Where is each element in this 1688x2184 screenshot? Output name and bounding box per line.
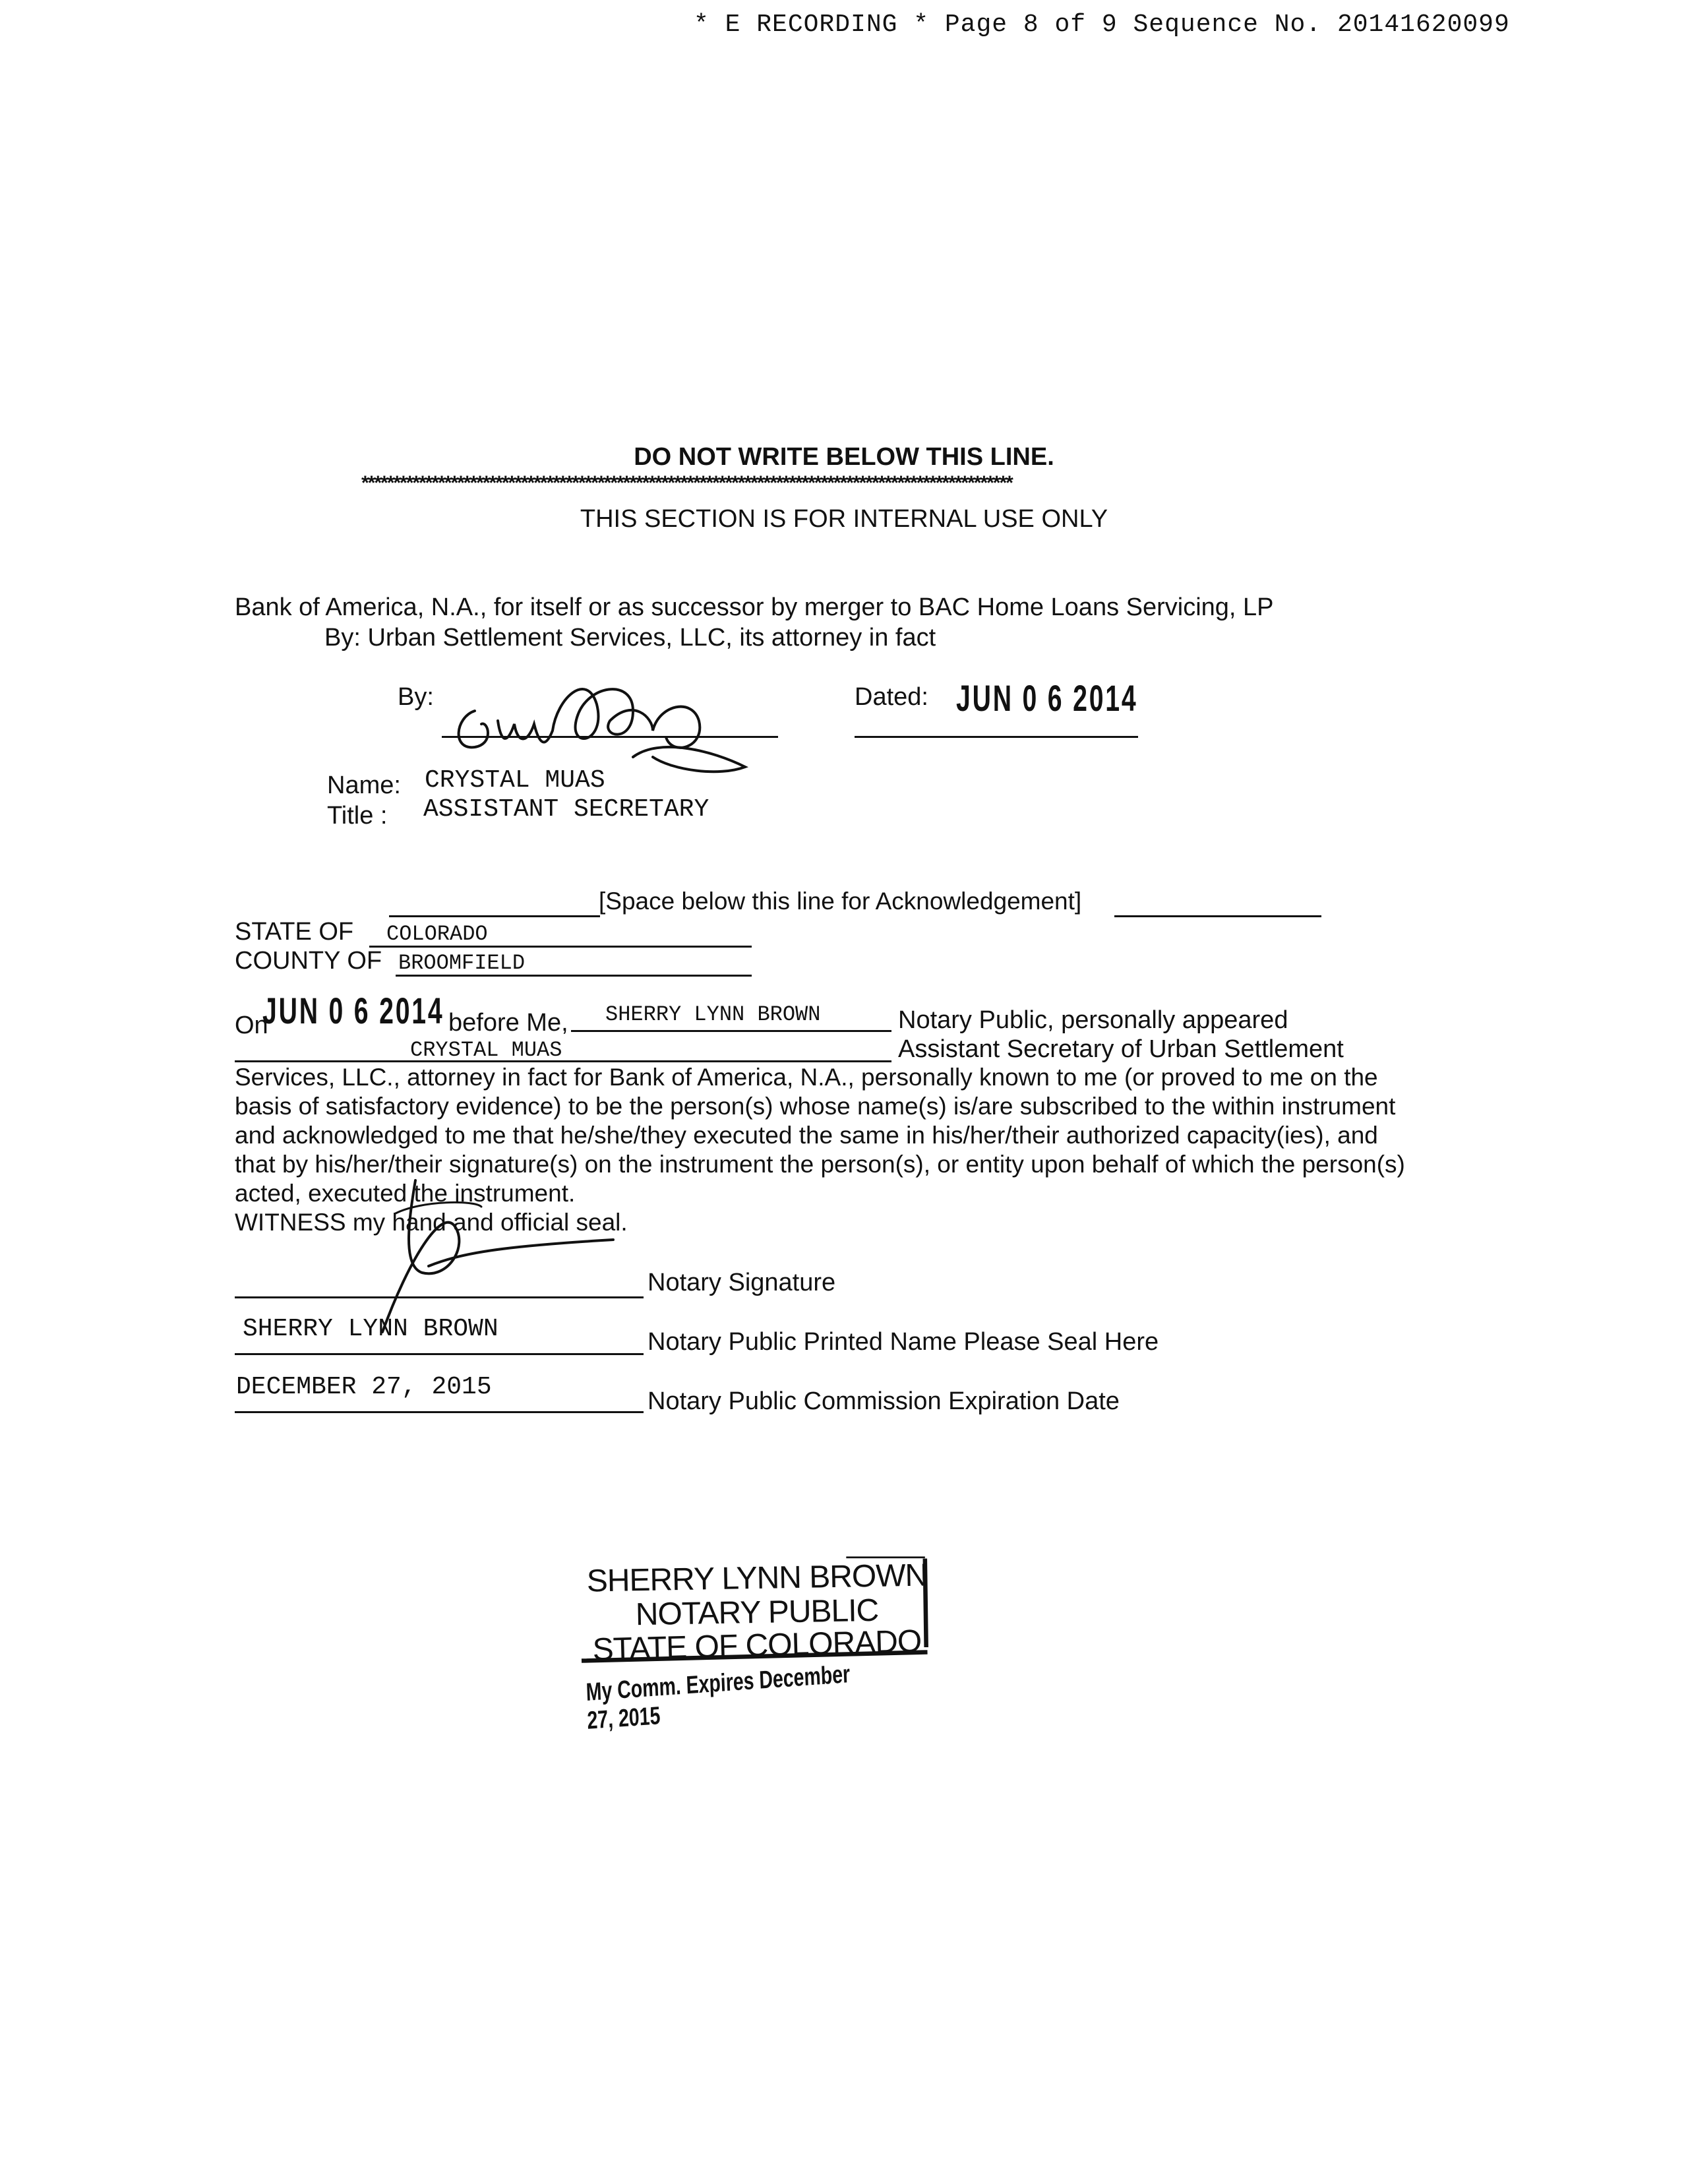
- asterisk-divider: ******************************************************************************************************: [361, 472, 1012, 494]
- do-not-write-heading: DO NOT WRITE BELOW THIS LINE.: [634, 443, 1054, 471]
- county-line: [396, 975, 752, 977]
- ack-line-left: [389, 915, 600, 917]
- printed-name-label: Notary Public Printed Name Please Seal Here: [648, 1328, 1159, 1356]
- notary-signature-line: [235, 1296, 644, 1298]
- appeared-name-line: [235, 1060, 891, 1062]
- state-value: COLORADO: [386, 922, 488, 946]
- appeared-name-value: CRYSTAL MUAS: [410, 1038, 562, 1062]
- ack-line-right: [1114, 915, 1321, 917]
- before-me-label: before Me,: [448, 1009, 568, 1037]
- name-value: CRYSTAL MUAS: [425, 766, 605, 795]
- county-value: BROOMFIELD: [398, 951, 526, 975]
- dated-stamp: JUN 0 6 2014: [956, 677, 1138, 719]
- witness-line: WITNESS my hand and official seal.: [235, 1209, 628, 1236]
- state-label: STATE OF: [235, 918, 354, 946]
- name-label: Name:: [327, 772, 401, 799]
- expiration-label: Notary Public Commission Expiration Date: [648, 1387, 1120, 1415]
- notary-appeared-text: Notary Public, personally appeared: [898, 1006, 1288, 1034]
- seal-name: SHERRY LYNN BROWN: [586, 1558, 928, 1599]
- appeared-title-text: Assistant Secretary of Urban Settlement: [898, 1035, 1344, 1063]
- dated-line: [855, 736, 1138, 738]
- attorney-line: By: Urban Settlement Services, LLC, its attorney in fact: [324, 624, 936, 652]
- expiration-value: DECEMBER 27, 2015: [236, 1373, 492, 1401]
- seal-expiration: My Comm. Expires December 27, 2015: [586, 1660, 851, 1735]
- dated-label: Dated:: [855, 683, 928, 711]
- entity-line: Bank of America, N.A., for itself or as successor by merger to BAC Home Loans Servicing, LP: [235, 593, 1274, 621]
- ack-para-line-5: acted, executed the instrument.: [235, 1180, 576, 1207]
- seal-state: STATE OF COLORADO: [592, 1623, 922, 1668]
- notary-name-value: SHERRY LYNN BROWN: [605, 1002, 821, 1027]
- ack-para-line-1: Services, LLC., attorney in fact for Bank of America, N.A., personally known to me (or proved to me on the: [235, 1064, 1378, 1091]
- recording-header: * E RECORDING * Page 8 of 9 Sequence No. 20141620099: [694, 11, 1510, 39]
- title-value: ASSISTANT SECRETARY: [423, 795, 709, 824]
- printed-name-value: SHERRY LYNN BROWN: [243, 1315, 498, 1343]
- ack-para-line-3: and acknowledged to me that he/she/they executed the same in his/her/their authorized capacity(ies), and: [235, 1122, 1378, 1149]
- expiration-line: [235, 1411, 644, 1413]
- notary-signature-label: Notary Signature: [648, 1269, 836, 1296]
- notary-name-line: [571, 1030, 891, 1032]
- on-label: On: [235, 1012, 268, 1039]
- ack-para-line-4: that by his/her/their signature(s) on the instrument the person(s), or entity upon behalf of which the person(s): [235, 1151, 1405, 1178]
- seal-notary-public: NOTARY PUBLIC: [635, 1592, 879, 1633]
- ack-para-line-2: basis of satisfactory evidence) to be the person(s) whose name(s) is/are subscribed to the within instrument: [235, 1093, 1396, 1120]
- state-line: [369, 946, 752, 948]
- ack-space-label: [Space below this line for Acknowledgement]: [599, 888, 1082, 915]
- signature-crystal-muas: [435, 658, 778, 783]
- title-label: Title :: [327, 802, 388, 830]
- internal-use-heading: THIS SECTION IS FOR INTERNAL USE ONLY: [580, 505, 1108, 533]
- county-label: COUNTY OF: [235, 947, 382, 975]
- printed-name-line: [235, 1353, 644, 1355]
- by-label: By:: [398, 683, 434, 711]
- ack-date-stamp: JUN 0 6 2014: [262, 990, 444, 1031]
